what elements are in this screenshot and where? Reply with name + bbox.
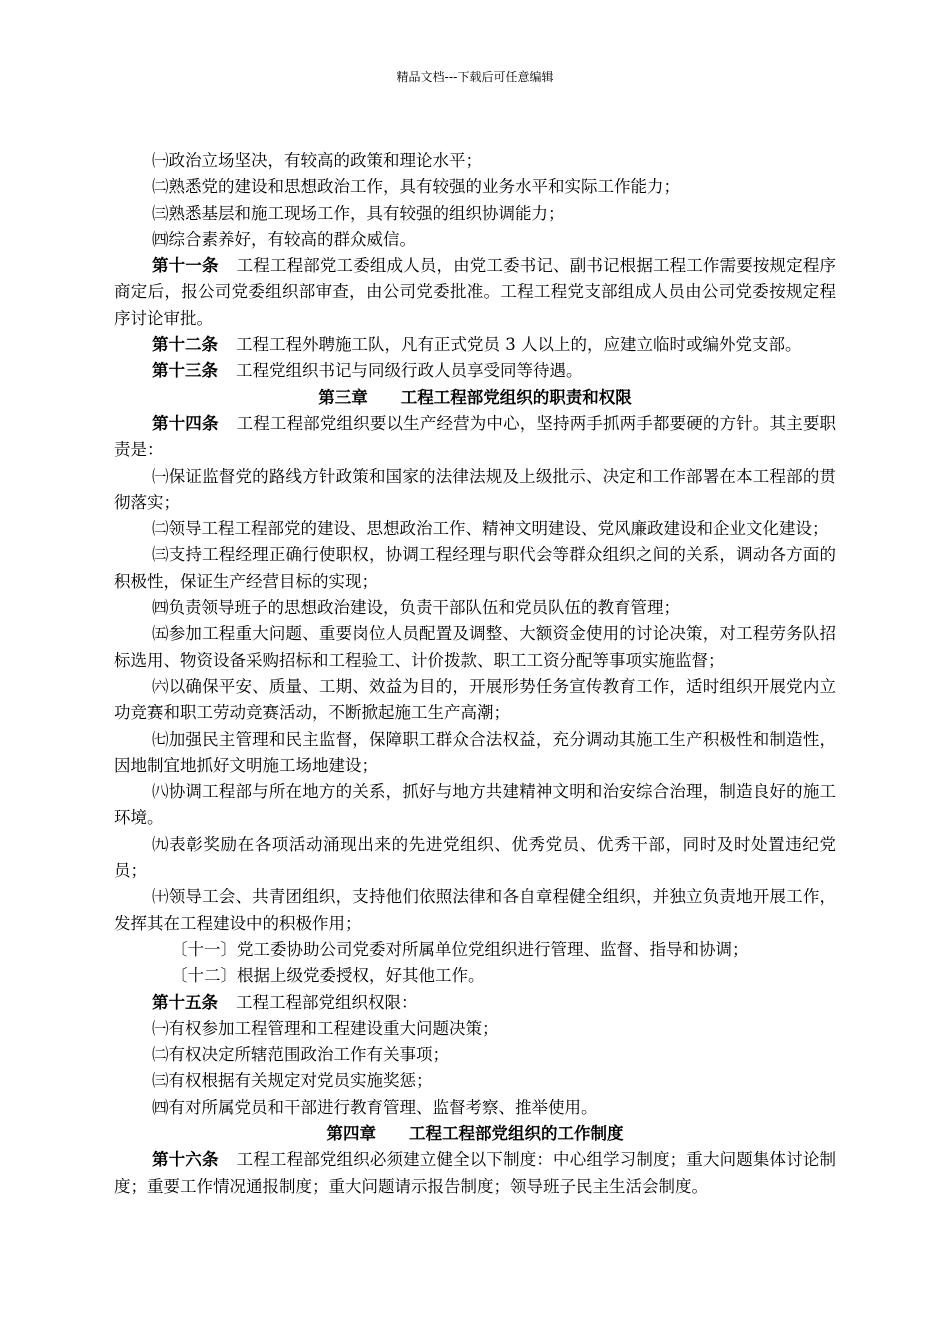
article-paragraph (114, 411, 836, 464)
article-text: 工程工程部党工委组成人员，由党工委书记、副书记根据工程工作需要按规定程序商定后，报公司党委组织部审查，由公司党委批准。工程工程党支部组成人员由公司党委按规定程序讨论审批。 (114, 256, 837, 328)
list-item: ㈠政治立场坚决，有较高的政策和理论水平； (152, 151, 482, 170)
article-label: 第十三条 (152, 361, 218, 381)
list-item: ㈡有权决定所辖范围政治工作有关事项； (152, 1045, 449, 1065)
list-item: ㈣综合素养好，有较高的群众威信。 (152, 229, 416, 249)
chapter-heading: 第四章 工程工程部党组织的工作制度 (326, 1123, 624, 1143)
article-paragraph (114, 1147, 836, 1200)
list-item: ㈢有权根据有关规定对党员实施奖惩； (152, 1071, 433, 1091)
article-label: 第十二条 (152, 335, 218, 355)
article-paragraph (114, 358, 836, 384)
article-paragraph (114, 253, 836, 332)
article-paragraph (114, 332, 836, 358)
list-item: ㈣有对所属党员和干部进行教育管理、监督考察、推举使用。 (152, 1097, 598, 1117)
list-item: ㈡领导工程工程部党的建设、思想政治工作、精神文明建设、党风廉政建设和企业文化建设； (152, 519, 829, 539)
page-header: 精品文档---下载后可任意编辑 (396, 70, 554, 84)
list-item: ㈠保证监督党的路线方针政策和国家的法律法规及上级批示、决定和工作部署在本工程部的贯彻落实； (114, 466, 836, 512)
article-label: 第十六条 (152, 1150, 219, 1170)
list-item: ㈩领导工会、共青团组织，支持他们依照法律和各自章程健全组织，并独立负责地开展工作，发挥其在工程建设中的积极作用； (114, 887, 836, 933)
list-item: ㈨表彰奖励在各项活动涌现出来的先进党组织、优秀党员、优秀干部，同时及时处置违纪党员； (114, 834, 836, 881)
chapter-heading: 第三章 工程工程部党组织的职责和权限 (318, 387, 632, 407)
list-item: ㈢熟悉基层和施工现场工作，具有较强的组织协调能力； (152, 203, 565, 223)
list-item: ㈢支持工程经理正确行使职权，协调工程经理与职代会等群众组织之间的关系，调动各方面的积极性，保证生产经营目标的实现； (114, 545, 836, 591)
article-text: 工程党组织书记与同级行政人员享受同等待遇。 (236, 361, 583, 381)
article-label: 第十一条 (152, 256, 219, 276)
list-item: ㈠有权参加工程管理和工程建设重大问题决策； (152, 1018, 499, 1038)
article-text: 工程工程外聘施工队，凡有正式党员 3 人以上的，应建立临时或编外党支部。 (236, 335, 802, 355)
article-text: 工程工程部党组织要以生产经营为中心，坚持两手抓两手都要硬的方针。其主要职责是： (114, 413, 837, 460)
article-text: 工程工程部党组织权限： (236, 992, 418, 1012)
article-label: 第十五条 (152, 992, 218, 1012)
list-item: 〔十二〕根据上级党委授权，好其他工作。 (171, 966, 485, 986)
list-item: ㈣负责领导班子的思想政治建设，负责干部队伍和党员队伍的教育管理； (152, 598, 680, 618)
article-paragraph (114, 990, 836, 1016)
list-item: 〔十一〕党工委协助公司党委对所属单位党组织进行管理、监督、指导和协调； (171, 939, 749, 959)
document-body (114, 148, 836, 1200)
list-item: ㈥以确保平安、质量、工期、效益为目的，开展形势任务宣传教育工作，适时组织开展党内立功竞赛和职工劳动竞赛活动，不断掀起施工生产高潮； (114, 676, 836, 723)
article-text: 工程工程部党组织必须建立健全以下制度：中心组学习制度；重大问题集体讨论制度；重要工作情况通报制度；重大问题请示报告制度；领导班子民主生活会制度。 (114, 1150, 837, 1196)
list-item: ㈦加强民主管理和民主监督，保障职工群众合法权益，充分调动其施工生产积极性和制造性，因地制宜地抓好文明施工场地建设； (114, 729, 836, 775)
article-label: 第十四条 (152, 413, 219, 433)
list-item: ㈧协调工程部与所在地方的关系，抓好与地方共建精神文明和治安综合治理，制造良好的施工环境。 (114, 782, 836, 828)
list-item: ㈡熟悉党的建设和思想政治工作，具有较强的业务水平和实际工作能力； (152, 177, 680, 197)
list-item: ㈤参加工程重大问题、重要岗位人员配置及调整、大额资金使用的讨论决策，对工程劳务队招标选用、物资设备采购招标和工程验工、计价拨款、职工工资分配等事项实施监督； (114, 624, 836, 670)
